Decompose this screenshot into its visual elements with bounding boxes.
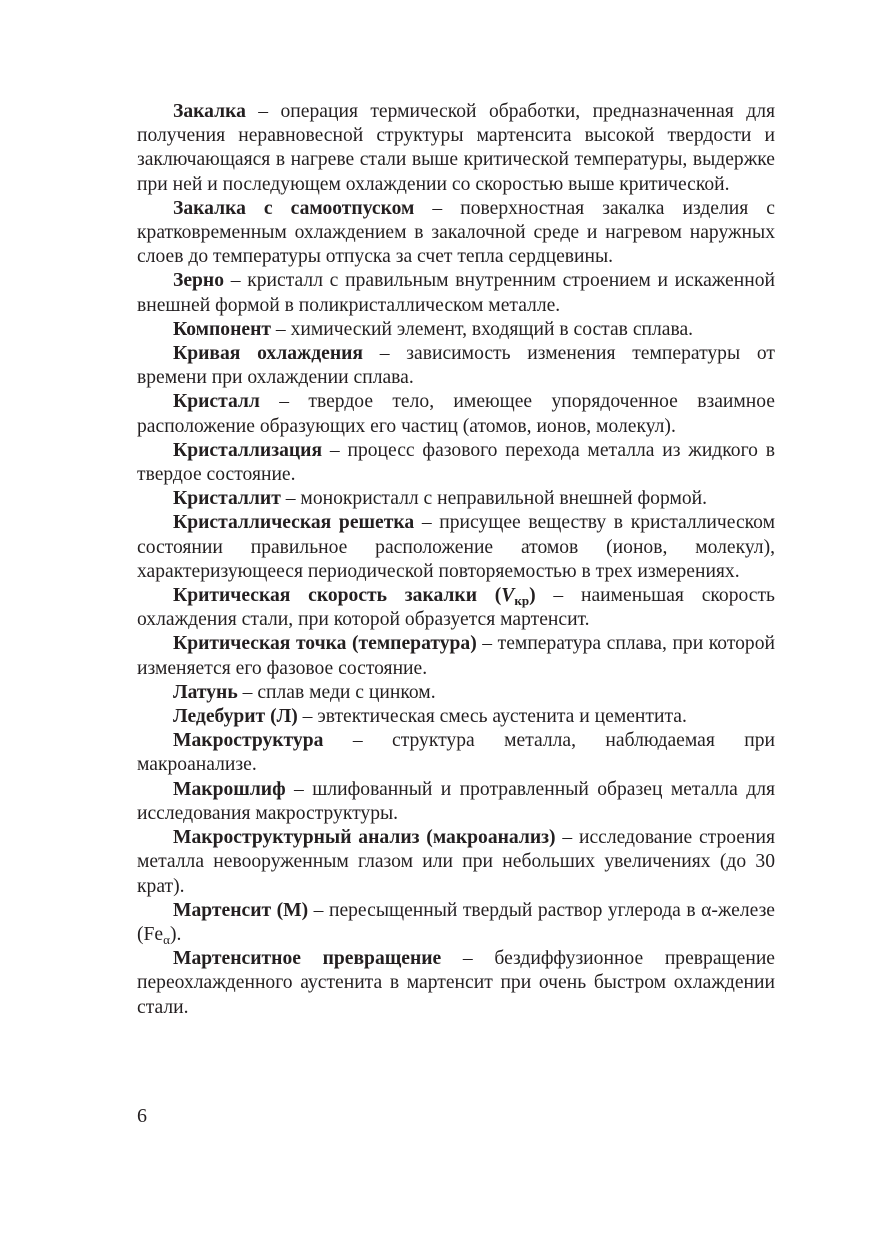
entry-definition-end: ).: [169, 923, 182, 945]
entry-term: Критическая точка (температура): [173, 633, 477, 655]
entry-term-prefix: Критическая скорость закалки (: [173, 585, 502, 607]
entry-term: Макроструктура: [173, 730, 324, 752]
entry-definition: – сплав меди с цинком.: [237, 681, 436, 703]
entry-term: Макрошлиф: [173, 778, 286, 800]
entry-term: Зерно: [173, 270, 225, 292]
glossary-entry-kristall: [137, 390, 775, 438]
glossary-entry-zakalka-samootpusk: [137, 197, 775, 270]
glossary-entry-kriticheskaya-skorost: [137, 584, 775, 632]
entry-definition: – операция термической обработки, предназначенная для получения неравновесной структуры мартенсита высокой твердости и заключающаяся в нагреве стали выше критической температуры, выдержке при ней и последующем охлаждении со скоростью выше критической.: [137, 101, 775, 195]
entry-definition: – наименьшая скорость охлаждения стали, при которой образуется мартенсит.: [137, 585, 775, 631]
entry-term: [173, 585, 536, 609]
glossary-body: [137, 100, 775, 1020]
entry-definition: – кристалл с правильным внутренним строением и искаженной внешней формой в поликристаллическом металле.: [137, 270, 775, 316]
entry-definition: – твердое тело, имеющее упорядоченное взаимное расположение образующих его частиц (атомов, ионов, молекул).: [137, 391, 775, 437]
entry-definition: – монокристалл с неправильной внешней формой.: [280, 488, 708, 510]
entry-definition: – присущее веществу в кристаллическом состоянии правильное расположение атомов (ионов, молекул), характеризующееся периодической повторяемостью в трех измерениях.: [137, 512, 775, 582]
glossary-entry-ledeburit: [137, 705, 775, 729]
glossary-entry-latun: [137, 681, 775, 705]
page-number: 6: [137, 1105, 147, 1127]
entry-term-suffix: ): [529, 585, 536, 607]
entry-term: Кристаллит: [173, 488, 281, 510]
entry-definition: – эвтектическая смесь аустенита и цементита.: [297, 706, 687, 728]
glossary-entry-kriticheskaya-tochka: [137, 632, 775, 680]
entry-term: Латунь: [173, 681, 238, 703]
entry-definition: – шлифованный и протравленный образец металла для исследования макроструктуры.: [137, 778, 775, 824]
entry-term: Мартенситное превращение: [173, 948, 442, 970]
glossary-entry-martensit: [137, 899, 775, 947]
entry-term: Макроструктурный анализ (макроанализ): [173, 827, 556, 849]
entry-term: Кристаллическая решетка: [173, 512, 415, 534]
velocity-symbol: V: [501, 585, 515, 607]
velocity-subscript: кр: [514, 593, 530, 609]
entry-definition: – химический элемент, входящий в состав сплава.: [271, 318, 694, 340]
glossary-entry-zerno: [137, 269, 775, 317]
entry-definition: – бездиффузионное превращение переохлажденного аустенита в мартенсит при очень быстром охлаждении стали.: [137, 948, 775, 1018]
entry-definition: – поверхностная закалка изделия с кратковременным охлаждением в закалочной среде и нагревом наружных слоев до температуры отпуска за счет тепла сердцевины.: [137, 197, 776, 268]
entry-term: Мартенсит (М): [173, 899, 309, 921]
entry-definition: – температура сплава, при которой изменяется его фазовое состояние.: [137, 633, 776, 679]
entry-term: Закалка: [173, 101, 246, 122]
entry-definition: – исследование строения металла невооруженным глазом или при небольших увеличениях (до 30 крат).: [137, 827, 775, 897]
glossary-entry-makroshlif: [137, 778, 775, 826]
glossary-entry-makroanaliz: [137, 826, 775, 899]
entry-definition: – структура металла, наблюдаемая при макроанализе.: [137, 730, 775, 776]
entry-definition: – процесс фазового перехода металла из жидкого в твердое состояние.: [137, 439, 775, 486]
alpha-subscript: α: [163, 931, 170, 947]
glossary-entry-martensitnoe-prevrashchenie: [137, 947, 775, 1020]
glossary-entry-zakalka: [137, 100, 775, 197]
glossary-entry-krivaya-okhlazhdeniya: [137, 342, 775, 390]
entry-term: Ледебурит (Л): [173, 706, 298, 728]
entry-term: Компонент: [173, 318, 271, 340]
glossary-entry-makrostruktura: [137, 729, 775, 777]
entry-term: Кривая охлаждения: [173, 343, 364, 365]
entry-term: Кристаллизация: [173, 439, 323, 461]
entry-definition-start: – пересыщенный твердый раствор углерода в α-железе (Fe: [137, 899, 775, 945]
glossary-entry-kristallit: [137, 487, 775, 511]
entry-term: Кристалл: [173, 391, 260, 413]
glossary-entry-komponent: [137, 318, 775, 342]
glossary-entry-kristallizatsiya: [137, 439, 775, 487]
entry-term: Закалка с самоотпуском: [173, 197, 415, 219]
glossary-entry-kristallicheskaya-reshetka: [137, 511, 775, 584]
entry-definition: – зависимость изменения температуры от времени при охлаждении сплава.: [137, 343, 775, 389]
